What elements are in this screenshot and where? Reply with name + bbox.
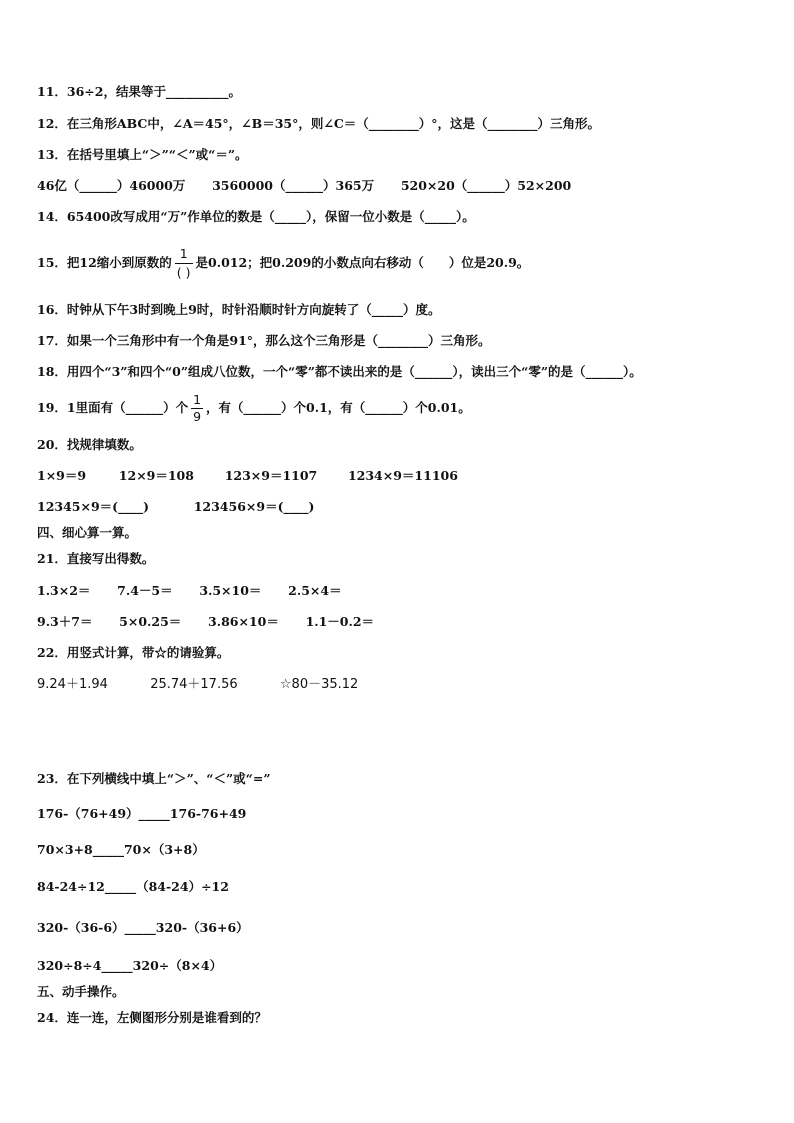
q23-item-3: 84-24÷12_____（84-24）÷12 [37, 879, 229, 894]
q15-text-before: 15．把12缩小到原数的 [37, 255, 172, 270]
q23-item-2: 70×3+8_____70×（3+8） [37, 842, 205, 857]
section-5-heading: 五、动手操作。 [37, 984, 125, 999]
question-19 [37, 388, 471, 428]
question-16: 16．时钟从下午3时到晚上9时，时针沿顺时针方向旋转了（_____）度。 [37, 302, 441, 317]
question-20-row-2 [37, 499, 314, 515]
question-20: 20．找规律填数。 [37, 437, 142, 452]
question-20-row-1 [37, 468, 458, 484]
q22-item-2: 25.74＋17.56 [150, 677, 238, 692]
q19-text-after: ，有（______）个0.1，有（______）个0.01。 [206, 400, 471, 415]
question-21-row-1 [37, 583, 342, 599]
q20-row1-item-4: 1234×9＝11106 [347, 468, 458, 483]
q19-fraction-denominator: 9 [193, 409, 202, 424]
question-21: 21．直接写出得数。 [37, 551, 155, 566]
q20-row1-item-3: 123×9＝1107 [224, 468, 318, 483]
q13-item-2: 3560000（______）365万 [212, 178, 375, 193]
question-15 [37, 243, 529, 283]
question-22-items [37, 677, 358, 693]
q20-row1-item-2: 12×9＝108 [118, 468, 194, 483]
q19-fraction-numerator: 1 [193, 392, 202, 407]
question-13-items [37, 178, 571, 194]
question-14: 14．65400改写成用“万”作单位的数是（_____），保留一位小数是（_____）。 [37, 209, 475, 224]
q15-fraction [175, 245, 193, 282]
q20-row1-item-1: 1×9＝9 [37, 468, 87, 483]
q20-row2-item-2: 123456×9＝(____) [193, 499, 315, 514]
q13-item-1: 46亿（______）46000万 [37, 178, 186, 193]
q21-row2-item-4: 1.1－0.2＝ [305, 614, 375, 629]
q22-item-1: 9.24＋1.94 [37, 677, 108, 692]
question-11: 11．36÷2，结果等于__________。 [37, 84, 241, 99]
question-13: 13．在括号里填上“＞”“＜”或“＝”。 [37, 147, 248, 162]
q21-row1-item-2: 7.4－5＝ [117, 583, 173, 598]
q21-row2-item-2: 5×0.25＝ [119, 614, 182, 629]
q21-row1-item-4: 2.5×4＝ [288, 583, 342, 598]
q19-fraction [191, 392, 203, 425]
question-12: 12．在三角形ABC中，∠A＝45°，∠B＝35°，则∠C＝（________）°，这是（________）三角形。 [37, 116, 601, 131]
q15-fraction-numerator: 1 [179, 246, 188, 261]
question-22: 22．用竖式计算，带☆的请验算。 [37, 645, 230, 660]
q23-item-1: 176-（76+49）_____176-76+49 [37, 806, 247, 821]
q21-row2-item-3: 3.86×10＝ [208, 614, 279, 629]
section-4-heading: 四、细心算一算。 [37, 525, 138, 540]
question-24: 24．连一连，左侧图形分别是谁看到的？ [37, 1010, 267, 1025]
q21-row2-item-1: 9.3＋7＝ [37, 614, 93, 629]
question-18: 18．用四个“3”和四个“0”组成八位数，一个“零”都不读出来的是（______），读出三个“零”的是（______）。 [37, 364, 642, 379]
q22-item-3: ☆80－35.12 [279, 677, 359, 692]
question-21-row-2 [37, 614, 374, 630]
question-17: 17．如果一个三角形中有一个角是91°，那么这个三角形是（________）三角形。 [37, 333, 491, 348]
q13-item-3: 520×20（______）52×200 [400, 178, 572, 193]
q21-row1-item-3: 3.5×10＝ [199, 583, 262, 598]
q23-item-5: 320÷8÷4_____320÷（8×4） [37, 958, 223, 973]
question-23: 23．在下列横线中填上“＞”、“＜”或“=” [37, 771, 271, 786]
q23-item-4: 320-（36-6）_____320-（36+6） [37, 920, 249, 935]
q15-text-after: 是0.012；把0.209的小数点向右移动（ ）位是20.9。 [195, 255, 530, 270]
q21-row1-item-1: 1.3×2＝ [37, 583, 91, 598]
q19-text-before: 19．1里面有（______）个 [37, 400, 189, 415]
q15-fraction-denominator: ( ) [176, 265, 191, 280]
q20-row2-item-1: 12345×9＝(____) [37, 499, 149, 514]
